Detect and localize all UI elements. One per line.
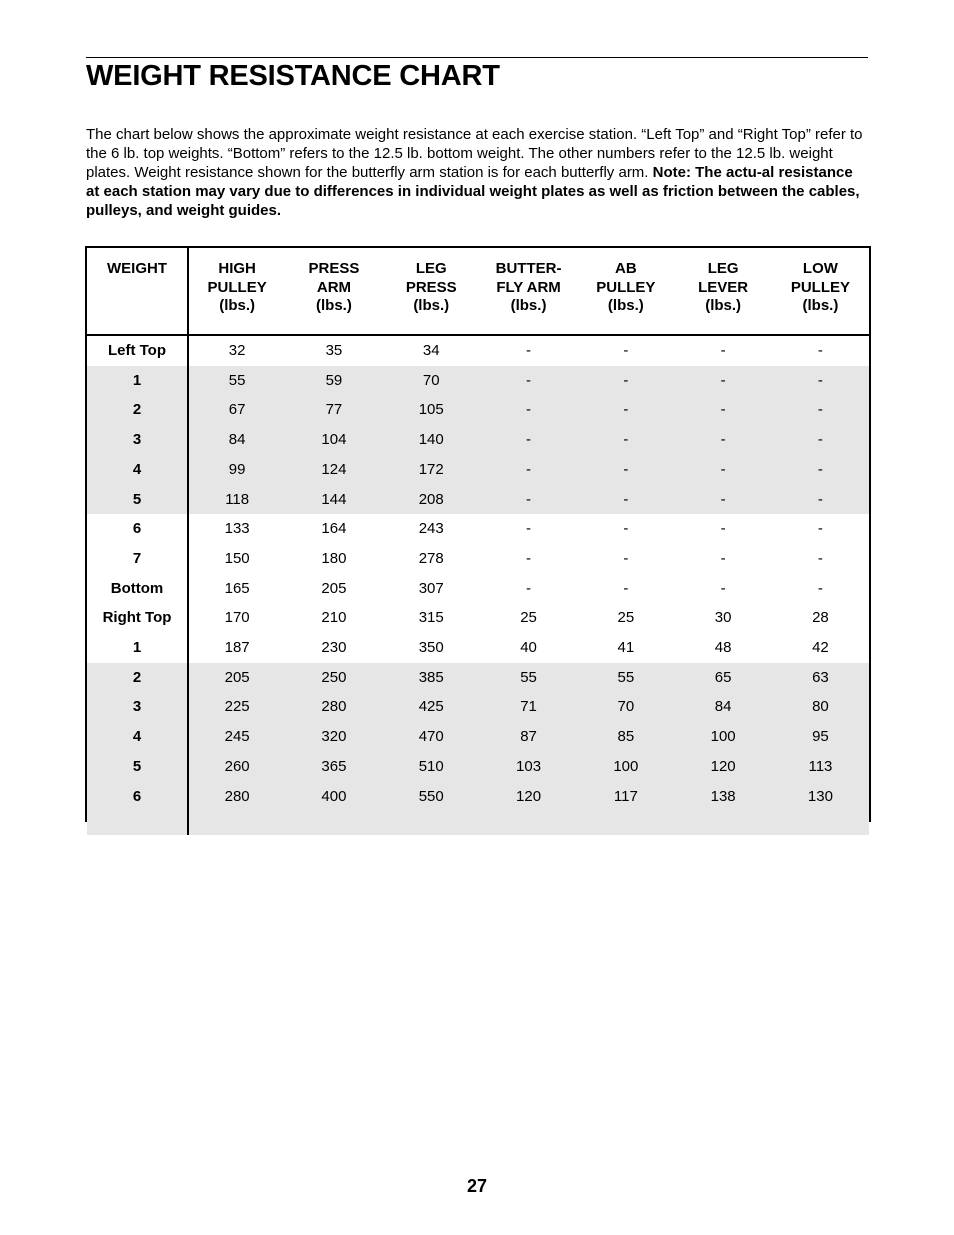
resistance-value-cell: 350 [418, 639, 444, 657]
column-header-line: LEVER [698, 278, 749, 296]
resistance-value-cell: - [817, 342, 823, 359]
resistance-value-cell: - [720, 579, 726, 597]
resistance-value-cell: 95 [772, 722, 869, 752]
column-header-line: PRESS [308, 260, 360, 277]
resistance-value-cell: 250 [285, 663, 382, 693]
resistance-value-cell: 67 [188, 395, 285, 425]
resistance-value-cell: 225 [188, 692, 285, 722]
resistance-value-cell: 80 [772, 692, 869, 722]
resistance-value-cell: 187 [224, 639, 250, 657]
column-header-line: WEIGHT [107, 260, 167, 277]
empty-cell [285, 811, 382, 835]
weight-label-cell: 1 [87, 366, 188, 396]
column-header-line: (lbs.) [316, 297, 352, 314]
column-header [480, 248, 577, 335]
column-header-line: (lbs.) [510, 297, 547, 314]
column-header-line: ARM [316, 278, 352, 296]
table-row [87, 782, 869, 812]
resistance-value-cell: 42 [812, 639, 829, 657]
weight-resistance-table-frame [85, 246, 871, 822]
resistance-value-cell: - [623, 579, 629, 597]
column-header-line: HIGH [218, 260, 256, 277]
resistance-value-cell: 144 [285, 485, 382, 515]
resistance-value-cell: 180 [321, 549, 347, 567]
weight-label-cell: 7 [87, 544, 188, 574]
weight-label-cell: 3 [87, 425, 188, 455]
column-header [285, 248, 382, 335]
weight-label-cell: 6 [87, 514, 188, 544]
resistance-value-cell: 205 [188, 663, 285, 693]
resistance-value-cell: - [623, 342, 629, 359]
weight-label-cell: 5 [87, 752, 188, 782]
resistance-value-cell: - [577, 485, 674, 515]
resistance-value-cell: - [526, 342, 532, 359]
table-row [87, 425, 869, 455]
resistance-value-cell: - [526, 549, 532, 567]
resistance-value-cell: 208 [383, 485, 480, 515]
weight-label-cell: 1 [87, 633, 188, 663]
weight-label-cell: 4 [87, 455, 188, 485]
resistance-value-cell: 63 [772, 663, 869, 693]
resistance-value-cell: 77 [285, 395, 382, 425]
table-spacer-row [87, 811, 869, 835]
resistance-value-cell: 138 [674, 782, 771, 812]
weight-label-cell: 5 [87, 485, 188, 515]
resistance-value-cell: 243 [418, 520, 444, 538]
resistance-value-cell: 400 [285, 782, 382, 812]
resistance-value-cell: - [623, 549, 629, 567]
resistance-value-cell: 164 [321, 520, 347, 538]
empty-cell [480, 811, 577, 835]
resistance-value-cell: 307 [418, 579, 444, 597]
resistance-value-cell: - [480, 395, 577, 425]
weight-label-cell: 3 [87, 692, 188, 722]
resistance-value-cell: 278 [418, 549, 444, 567]
resistance-value-cell: - [772, 425, 869, 455]
table-row [87, 455, 869, 485]
resistance-value-cell: - [772, 366, 869, 396]
empty-cell [188, 811, 285, 835]
table-row [87, 722, 869, 752]
resistance-value-cell: 100 [577, 752, 674, 782]
resistance-value-cell: - [577, 395, 674, 425]
column-header [772, 248, 869, 335]
resistance-value-cell: 140 [383, 425, 480, 455]
resistance-value-cell: 87 [480, 722, 577, 752]
resistance-value-cell: 70 [577, 692, 674, 722]
intro-note: Note: The actu-al resistance at each station may vary due to differences in individual weight plates as well as friction between the cables, pulleys, and weight guides. [86, 164, 860, 219]
resistance-value-cell: 210 [321, 609, 347, 627]
table-row [87, 366, 869, 396]
resistance-value-cell: 30 [714, 609, 732, 627]
resistance-value-cell: 35 [325, 342, 343, 359]
empty-cell [383, 811, 480, 835]
column-header-line: PULLEY [207, 278, 267, 296]
resistance-value-cell: - [577, 455, 674, 485]
resistance-value-cell: 550 [383, 782, 480, 812]
column-header-line: PULLEY [790, 278, 851, 296]
table-header-row [87, 248, 869, 335]
weight-label-cell: 2 [87, 395, 188, 425]
resistance-value-cell: 245 [188, 722, 285, 752]
resistance-value-cell: 85 [577, 722, 674, 752]
resistance-value-cell: - [480, 425, 577, 455]
resistance-value-cell: 84 [188, 425, 285, 455]
table-row [87, 335, 869, 366]
weight-label-cell: Left Top [87, 335, 188, 366]
column-header-line: AB [615, 260, 637, 277]
column-header-line: FLY ARM [496, 278, 561, 296]
resistance-value-cell: - [674, 366, 771, 396]
resistance-value-cell: 71 [480, 692, 577, 722]
empty-cell [674, 811, 771, 835]
column-header-line: PULLEY [596, 278, 656, 296]
table-row [87, 485, 869, 515]
resistance-value-cell: 40 [520, 639, 537, 657]
resistance-value-cell: 65 [674, 663, 771, 693]
column-header-line: LEG [707, 260, 739, 277]
resistance-value-cell: - [817, 549, 823, 567]
resistance-value-cell: 365 [285, 752, 382, 782]
resistance-value-cell: 118 [188, 485, 285, 515]
resistance-value-cell: 150 [224, 549, 250, 567]
resistance-value-cell: 113 [772, 752, 869, 782]
resistance-value-cell: 205 [321, 579, 347, 597]
column-header [383, 248, 480, 335]
column-header-line: LEG [415, 260, 447, 277]
resistance-value-cell: 104 [285, 425, 382, 455]
resistance-value-cell: - [720, 342, 726, 359]
resistance-value-cell: - [526, 520, 532, 538]
table-row [87, 514, 869, 544]
resistance-value-cell: - [772, 455, 869, 485]
column-header [577, 248, 674, 335]
resistance-value-cell: 320 [285, 722, 382, 752]
table-row [87, 574, 869, 604]
resistance-value-cell: 260 [188, 752, 285, 782]
column-header [188, 248, 285, 335]
resistance-value-cell: 510 [383, 752, 480, 782]
empty-cell [772, 811, 869, 835]
resistance-value-cell: - [772, 395, 869, 425]
intro-text: The chart below shows the approximate weight resistance at each exercise station. “Left Top” and “Right Top” refer to the 6 lb. top weights. “Bottom” refers to the 12.5 lb. bottom weight. The other numbers refer to the 12.5 lb. weight plates. Weight resistance shown for the butterfly arm station is for each butterfly arm. [86, 126, 863, 181]
resistance-value-cell: - [817, 520, 823, 538]
table-row [87, 692, 869, 722]
empty-cell [87, 811, 188, 835]
resistance-value-cell: 470 [383, 722, 480, 752]
resistance-value-cell: - [480, 455, 577, 485]
resistance-value-cell: 280 [285, 692, 382, 722]
resistance-value-cell: 99 [188, 455, 285, 485]
resistance-value-cell: - [720, 520, 726, 538]
resistance-value-cell: - [817, 579, 823, 597]
resistance-value-cell: 315 [418, 609, 444, 627]
resistance-value-cell: 425 [383, 692, 480, 722]
table-row [87, 752, 869, 782]
resistance-value-cell: - [526, 579, 532, 597]
resistance-value-cell: 41 [617, 639, 635, 657]
column-header-line: (lbs.) [413, 297, 450, 314]
resistance-value-cell: - [674, 425, 771, 455]
resistance-value-cell: 120 [480, 782, 577, 812]
resistance-value-cell: 59 [285, 366, 382, 396]
resistance-value-cell: 103 [480, 752, 577, 782]
resistance-value-cell: 25 [520, 609, 537, 627]
table-row [87, 544, 869, 574]
resistance-value-cell: 55 [480, 663, 577, 693]
resistance-value-cell: 124 [285, 455, 382, 485]
resistance-value-cell: - [480, 485, 577, 515]
resistance-value-cell: 280 [188, 782, 285, 812]
resistance-value-cell: 170 [224, 609, 250, 627]
resistance-value-cell: 385 [383, 663, 480, 693]
resistance-value-cell: 32 [228, 342, 246, 359]
resistance-value-cell: 48 [714, 639, 732, 657]
column-header-line: (lbs.) [219, 297, 256, 314]
resistance-value-cell: 34 [422, 342, 440, 359]
resistance-value-cell: - [480, 366, 577, 396]
resistance-value-cell: - [577, 425, 674, 455]
table-row [87, 603, 869, 633]
table-body [87, 335, 869, 835]
resistance-value-cell: - [577, 366, 674, 396]
column-header [674, 248, 771, 335]
resistance-value-cell: 55 [577, 663, 674, 693]
resistance-value-cell: 55 [188, 366, 285, 396]
resistance-value-cell: 105 [383, 395, 480, 425]
weight-label-cell: 4 [87, 722, 188, 752]
column-header-line: PRESS [405, 278, 457, 296]
resistance-value-cell: 28 [812, 609, 829, 627]
resistance-value-cell: 84 [674, 692, 771, 722]
resistance-value-cell: 130 [772, 782, 869, 812]
table-row [87, 395, 869, 425]
resistance-value-cell: - [772, 485, 869, 515]
column-header-line: (lbs.) [802, 297, 839, 314]
column-header-line: LOW [802, 260, 838, 277]
resistance-value-cell: 165 [224, 579, 250, 597]
resistance-value-cell: - [623, 520, 629, 538]
table-row [87, 663, 869, 693]
weight-resistance-table [87, 248, 869, 835]
weight-label-cell: Right Top [87, 603, 188, 633]
page-number: 27 [466, 1176, 488, 1196]
resistance-value-cell: 133 [224, 520, 250, 538]
resistance-value-cell: 172 [383, 455, 480, 485]
intro-paragraph [86, 125, 868, 220]
resistance-value-cell: - [674, 395, 771, 425]
resistance-value-cell: 25 [617, 609, 635, 627]
resistance-value-cell: - [720, 549, 726, 567]
resistance-value-cell: 117 [577, 782, 674, 812]
weight-label-cell: 6 [87, 782, 188, 812]
resistance-value-cell: - [674, 455, 771, 485]
resistance-value-cell: 120 [674, 752, 771, 782]
resistance-value-cell: 70 [383, 366, 480, 396]
column-header-line: (lbs.) [705, 297, 742, 314]
column-header [87, 248, 188, 335]
column-header-line: (lbs.) [607, 297, 644, 314]
column-header-line: BUTTER- [495, 260, 562, 277]
resistance-value-cell: - [674, 485, 771, 515]
weight-label-cell: Bottom [87, 574, 188, 604]
page-title: WEIGHT RESISTANCE CHART [86, 60, 500, 92]
resistance-value-cell: 100 [674, 722, 771, 752]
table-row [87, 633, 869, 663]
resistance-value-cell: 230 [321, 639, 347, 657]
weight-label-cell: 2 [87, 663, 188, 693]
empty-cell [577, 811, 674, 835]
